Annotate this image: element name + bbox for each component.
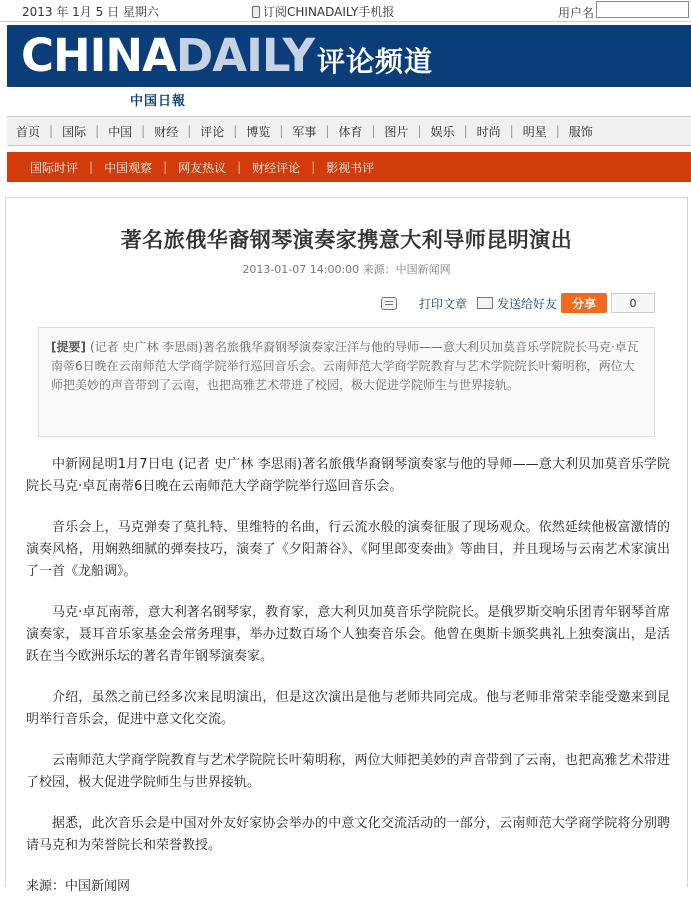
logo-daily-text: DAILY bbox=[175, 29, 315, 82]
nav-item-china[interactable]: 中国 bbox=[108, 124, 133, 139]
nav-separator: | bbox=[509, 124, 514, 138]
nav-item-sports[interactable]: 体育 bbox=[338, 124, 363, 139]
nav-item-home[interactable]: 首页 bbox=[16, 124, 41, 139]
article-meta: 2013-01-07 14:00:00 来源：中国新闻网 bbox=[242, 263, 451, 276]
article-title: 著名旅俄华裔钢琴演奏家携意大利导师昆明演出 bbox=[120, 228, 573, 252]
subnav-separator: | bbox=[311, 160, 316, 174]
article-source: 来源：中国新闻网 bbox=[26, 879, 131, 894]
channel-title: 评论频道 bbox=[317, 45, 434, 78]
subnav-separator: | bbox=[237, 160, 242, 174]
nav-item-stars[interactable]: 明星 bbox=[522, 124, 547, 139]
nav-separator: | bbox=[463, 124, 468, 138]
nav-separator: | bbox=[371, 124, 376, 138]
article-tools bbox=[381, 292, 655, 314]
subbrand-logo: 中国日報 bbox=[130, 94, 187, 109]
share-button[interactable]: 分享 bbox=[561, 293, 607, 313]
comment-icon[interactable] bbox=[381, 297, 397, 310]
mail-icon bbox=[477, 297, 493, 309]
top-bar bbox=[0, 0, 691, 22]
logo-china-text: CHINA bbox=[21, 29, 176, 82]
share-count: 0 bbox=[611, 293, 655, 313]
article-paragraph: 音乐会上，马克弹奏了莫扎特、里维特的名曲，行云流水般的演奏征服了现场观众。依然延续他极富激情的演奏风格，用娴熟细腻的弹奏技巧，演奏了《夕阳萧谷》、《阿里郎变奏曲》等曲目，并且现场与云南艺术家演出了一首《龙船调》。 bbox=[26, 520, 670, 579]
print-article-link[interactable]: 打印文章 bbox=[419, 296, 468, 311]
subnav-item-china-watch[interactable]: 中国观察 bbox=[104, 160, 153, 175]
subnav-item-intl-commentary[interactable]: 国际时评 bbox=[30, 160, 79, 175]
nav-separator: | bbox=[325, 124, 330, 138]
nav-item-world[interactable]: 国际 bbox=[62, 124, 87, 139]
article-paragraph: 中新网昆明1月7日电 (记者 史广林 李思雨)著名旅俄华裔钢琴演奏家与他的导师——意大利贝加莫音乐学院院长马克·卓瓦南蒂6日晚在云南师范大学商学院举行巡回音乐会。 bbox=[26, 457, 670, 494]
nav-separator: | bbox=[233, 124, 238, 138]
nav-separator: | bbox=[279, 124, 284, 138]
nav-item-photos[interactable]: 图片 bbox=[384, 124, 409, 139]
mobile-phone-icon bbox=[252, 6, 260, 18]
article-paragraph: 介绍，虽然之前已经多次来昆明演出，但是这次演出是他与老师共同完成。他与老师非常荣幸能受邀来到昆明举行音乐会，促进中意文化交流。 bbox=[26, 690, 670, 727]
nav-item-fashion[interactable]: 时尚 bbox=[476, 124, 501, 139]
nav-separator: | bbox=[95, 124, 100, 138]
subnav-separator: | bbox=[163, 160, 168, 174]
nav-separator: | bbox=[141, 124, 146, 138]
nav-item-apparel[interactable]: 服饰 bbox=[568, 124, 593, 139]
article-paragraph: 马克·卓瓦南蒂，意大利著名钢琴家，教育家，意大利贝加莫音乐学院院长。是俄罗斯交响乐团青年钢琴首席演奏家，聂耳音乐家基金会常务理事，举办过数百场个人独奏音乐会。他曾在奥斯卡颁奖典礼上独奏演出，是活跃在当今欧洲乐坛的著名青年钢琴演奏家。 bbox=[26, 605, 670, 664]
article-container bbox=[5, 197, 688, 894]
username-input[interactable] bbox=[596, 1, 689, 18]
article-paragraph: 云南师范大学商学院教育与艺术学院院长叶菊明称，两位大师把美妙的声音带到了云南，也把高雅艺术带进了校园，极大促进学院师生与世界接轨。 bbox=[26, 753, 670, 790]
send-to-friend-link[interactable]: 发送给好友 bbox=[497, 296, 558, 311]
nav-separator: | bbox=[555, 124, 560, 138]
subscribe-mobile-label: 订阅CHINADAILY手机报 bbox=[263, 5, 395, 19]
current-date: 2013 年 1月 5 日 星期六 bbox=[22, 5, 159, 19]
subnav-item-netizen-talk[interactable]: 网友热议 bbox=[178, 160, 227, 175]
subnav-item-film-book-review[interactable]: 影视书评 bbox=[326, 160, 375, 175]
nav-separator: | bbox=[187, 124, 192, 138]
nav-separator: | bbox=[417, 124, 422, 138]
nav-separator: | bbox=[49, 124, 54, 138]
subnav-item-finance-commentary[interactable]: 财经评论 bbox=[252, 160, 301, 175]
article-summary bbox=[38, 327, 655, 437]
nav-item-entertainment[interactable]: 娱乐 bbox=[430, 124, 455, 139]
nav-item-expo[interactable]: 博览 bbox=[246, 124, 271, 139]
nav-item-finance[interactable]: 财经 bbox=[154, 124, 179, 139]
nav-item-opinion[interactable]: 评论 bbox=[200, 124, 225, 139]
summary-label: [提要] bbox=[51, 340, 86, 354]
nav-item-military[interactable]: 军事 bbox=[292, 124, 317, 139]
secondary-nav bbox=[7, 152, 691, 182]
article-paragraph: 据悉，此次音乐会是中国对外友好家协会举办的中意文化交流活动的一部分，云南师范大学商学院将分别聘请马克和为荣誉院长和荣誉教授。 bbox=[26, 816, 670, 853]
subscribe-mobile-link[interactable] bbox=[252, 3, 394, 20]
subnav-separator: | bbox=[89, 160, 94, 174]
primary-nav bbox=[7, 116, 691, 146]
summary-text: (记者 史广林 李思雨)著名旅俄华裔钢琴演奏家汪洋与他的导师——意大利贝加莫音乐学院院长马克·卓瓦南蒂6日晚在云南师范大学商学院举行巡回音乐会。云南师范大学商学院教育与艺术学院院长叶菊明称，两位大师把美妙的声音带到了云南，也把高雅艺术带进了校园，极大促进学院师生与世界接轨。 bbox=[51, 340, 639, 392]
username-label: 用户名 bbox=[558, 6, 595, 20]
article-body bbox=[26, 454, 670, 917]
masthead bbox=[7, 25, 691, 87]
chinadaily-logo[interactable] bbox=[21, 29, 314, 83]
